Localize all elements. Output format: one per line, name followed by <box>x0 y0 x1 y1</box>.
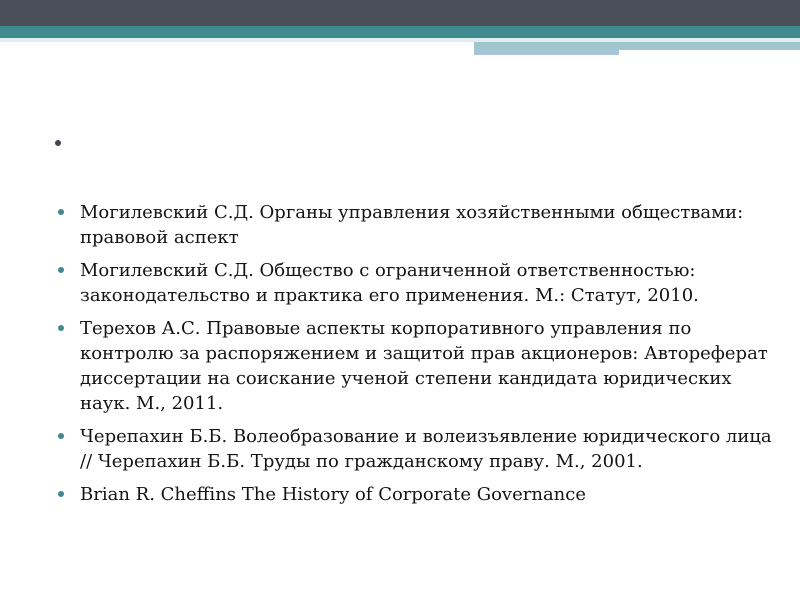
header-bar-dark <box>0 0 800 26</box>
header-accent-strip-short <box>474 50 619 55</box>
list-item <box>58 424 778 474</box>
bullet-icon <box>58 491 64 497</box>
reference-text: Могилевский С.Д. Общество с ограниченной ответственностью: законодательство и практика его применения. М.: Статут, 2010. <box>80 260 699 306</box>
bullet-icon <box>58 325 64 331</box>
bullet-icon <box>58 267 64 273</box>
bullet-icon <box>58 209 64 215</box>
list-item <box>58 200 778 250</box>
bullet-icon <box>58 433 64 439</box>
list-item <box>58 316 778 416</box>
list-item <box>58 258 778 308</box>
reference-text: Терехов А.С. Правовые аспекты корпоративного управления по контролю за распоряжением и защитой прав акционеров: Автореферат диссертации на соискание ученой степени кандидата юридических наук. М., 2011. <box>80 318 768 414</box>
header-accent-strip <box>474 42 800 50</box>
list-item <box>58 482 778 507</box>
reference-text: Черепахин Б.Б. Волеобразование и волеизъявление юридического лица // Черепахин Б.Б. Труды по гражданскому праву. М., 2001. <box>80 426 772 472</box>
reference-text: Brian R. Cheffins The History of Corporate Governance <box>80 484 587 505</box>
reference-text: Могилевский С.Д. Органы управления хозяйственными обществами: правовой аспект <box>80 202 744 248</box>
header-bar-teal <box>0 26 800 38</box>
references-list <box>58 200 778 515</box>
empty-bullet <box>55 140 61 146</box>
